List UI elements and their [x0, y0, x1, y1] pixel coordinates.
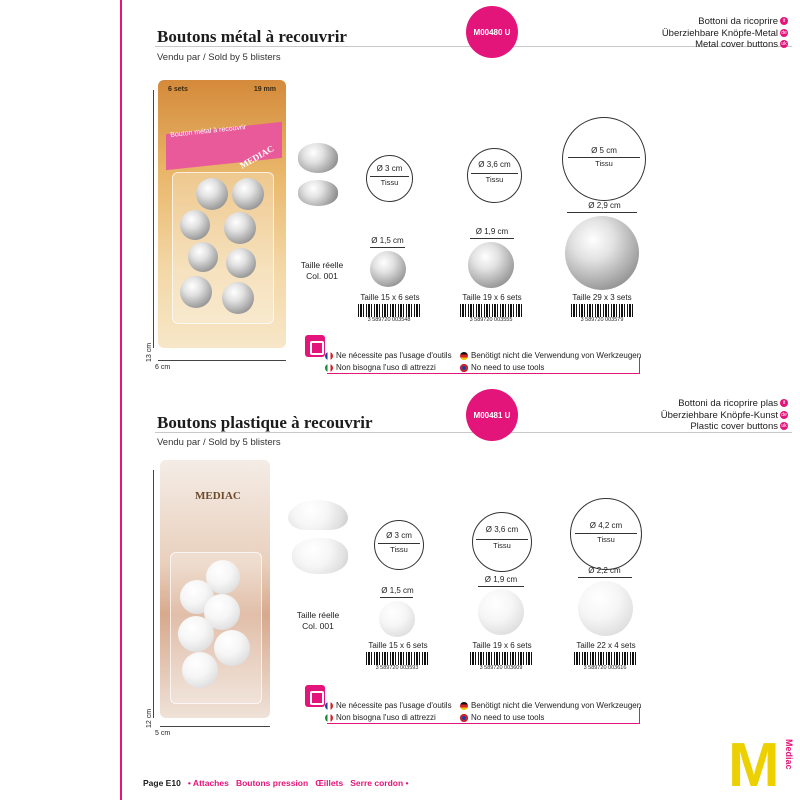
button-back-part [298, 180, 338, 206]
fabric-label: Tissu [597, 535, 615, 544]
barcode-number: 3 589720 003555 [469, 317, 513, 323]
pack-height-line [153, 90, 154, 348]
translation-en-plastic: Plastic cover buttons [690, 421, 778, 432]
ref-badge-metal [466, 6, 518, 58]
pack-button [224, 212, 256, 244]
pack-button [196, 178, 228, 210]
fr-flag-icon [325, 352, 333, 360]
ref-code-plastic: M00481 U [473, 410, 511, 420]
uk-flag-icon [460, 714, 468, 722]
no-tools-en [460, 363, 544, 372]
taille-label: Taille 29 x 3 sets [572, 293, 632, 302]
pack-button [232, 178, 264, 210]
fabric-diameter: Ø 4,2 cm [589, 521, 623, 530]
fabric-circle [366, 155, 413, 202]
button-diameter: Ø 2,2 cm [588, 566, 621, 575]
barcode-number: 3 589720 003548 [367, 317, 411, 323]
taille-label: Taille 15 x 6 sets [368, 641, 428, 650]
fabric-circle [472, 512, 532, 572]
fr-flag-icon [325, 702, 333, 710]
translation-de-metal: Überziehbare Knöpfe-Metal [661, 27, 778, 39]
pack-height-label: 12 cm [146, 708, 153, 728]
plastic-button-large [578, 581, 633, 636]
pack-button [222, 282, 254, 314]
footer-link-serre-cordon[interactable]: Serre cordon • [350, 778, 409, 788]
fabric-diameter-line [476, 539, 527, 540]
fabric-diameter-line [378, 543, 420, 544]
pack-width-line [158, 360, 286, 361]
pack-size-label: 19 mm [253, 86, 276, 93]
barcode-number: 3 589720 003609 [479, 665, 523, 671]
barcode [470, 652, 532, 665]
pack-plastic-button [182, 652, 218, 688]
button-diameter-line [567, 212, 637, 213]
metal-blister-pack [158, 80, 286, 348]
barcode [574, 652, 636, 665]
uk-flag-icon [460, 364, 468, 372]
translation-de-plastic: Überziehbare Knöpfe-Kunst [660, 409, 778, 421]
taille-label: Taille 19 x 6 sets [472, 641, 532, 650]
barcode-number: 3 589720 003593 [375, 665, 419, 671]
no-tools-it-text: Non bisogna l'uso di attrezzi [336, 713, 436, 722]
barcode [460, 304, 522, 317]
real-size-label: Taille réelle [300, 260, 344, 270]
button-diameter-line [470, 238, 514, 239]
button-diameter: Ø 2,9 cm [588, 201, 621, 210]
barcode [366, 652, 428, 665]
fabric-diameter-line [575, 533, 637, 534]
no-tools-fr [325, 351, 452, 360]
no-tools-fr-text: Ne nécessite pas l'usage d'outils [336, 701, 452, 710]
it-flag-icon: it [780, 17, 788, 25]
footer-link-attaches[interactable]: • Attaches [187, 778, 229, 788]
pack-button [226, 248, 256, 278]
no-tools-fr [325, 701, 452, 710]
no-tools-it [325, 713, 436, 722]
page-number: Page E10 [143, 778, 181, 788]
barcode [571, 304, 633, 317]
no-tools-de-text: Benötigt nicht die Verwendung von Werkzeugen [471, 701, 642, 710]
fabric-label: Tissu [493, 541, 511, 550]
barcode-number: 3 589720 003579 [580, 317, 624, 323]
fabric-label: Tissu [595, 159, 613, 168]
no-tools-icon [305, 335, 325, 357]
pack-height-line [153, 470, 154, 718]
fabric-diameter: Ø 3,6 cm [485, 525, 519, 534]
button-diameter-line [370, 247, 405, 248]
fabric-circle [374, 520, 424, 570]
real-size-color: Col. 001 [302, 621, 334, 631]
no-tools-en [460, 713, 544, 722]
no-tools-it [325, 363, 436, 372]
taille-label: Taille 19 x 6 sets [462, 293, 522, 302]
pack-plastic-button [178, 616, 214, 652]
ref-badge-plastic [466, 389, 518, 441]
button-diameter-line [478, 586, 524, 587]
pack-width-line [160, 726, 270, 727]
no-tools-en-text: No need to use tools [471, 363, 545, 372]
plastic-back-part [292, 538, 348, 574]
pack-height-label: 13 cm [146, 342, 153, 362]
real-size-metal [292, 260, 352, 282]
button-diameter: Ø 1,5 cm [381, 586, 414, 595]
metal-button-medium [468, 242, 514, 288]
fabric-diameter: Ø 3,6 cm [478, 160, 511, 169]
sold-by-plastic: Vendu par / Sold by 5 blisters [157, 437, 281, 448]
translation-it-plastic: Bottoni da ricoprire plas [678, 398, 778, 409]
real-size-color: Col. 001 [306, 271, 338, 281]
no-tools-icon [305, 685, 325, 707]
ref-code-metal: M00480 U [473, 27, 511, 37]
translation-en-metal: Metal cover buttons [695, 39, 778, 50]
button-diameter: Ø 1,9 cm [484, 575, 518, 584]
en-flag-icon: uk [781, 423, 787, 430]
mediac-logo [728, 731, 796, 800]
it-flag-icon: it [780, 399, 788, 407]
no-tools-box-metal [305, 343, 640, 371]
no-tools-de-text: Benötigt nicht die Verwendung von Werkzeugen [471, 351, 642, 360]
pack-brand: MEDIAC [195, 490, 241, 502]
logo-letter: M [728, 731, 780, 800]
plastic-button-medium [478, 589, 524, 635]
metal-button-large [565, 216, 639, 290]
pack-product-label: Bouton métal à recouvrir [170, 124, 247, 139]
pack-sets-label: 6 sets [168, 86, 188, 93]
barcode [358, 304, 420, 317]
no-tools-en-text: No need to use tools [471, 713, 545, 722]
no-tools-de [460, 701, 641, 710]
pack-button [180, 210, 210, 240]
metal-button-small [370, 251, 406, 287]
fabric-diameter-line [370, 176, 410, 177]
pack-button [188, 242, 218, 272]
no-tools-it-text: Non bisogna l'uso di attrezzi [336, 363, 436, 372]
plastic-shell-part [288, 500, 348, 530]
real-size-plastic [288, 610, 348, 632]
taille-label: Taille 22 x 4 sets [576, 641, 636, 650]
page-footer [143, 778, 409, 788]
fabric-diameter-line [568, 157, 640, 158]
button-diameter: Ø 1,9 cm [475, 227, 509, 236]
no-tools-de [460, 351, 641, 360]
pack-brand: MEDIAC [238, 143, 276, 171]
fabric-circle [562, 117, 646, 201]
de-flag-icon [460, 702, 468, 710]
fabric-circle [570, 498, 642, 570]
it-flag-icon [325, 364, 333, 372]
fabric-diameter: Ø 5 cm [591, 146, 617, 155]
fabric-circle [467, 148, 522, 203]
footer-link-oeillets[interactable]: Œillets [315, 778, 344, 788]
taille-label: Taille 15 x 6 sets [360, 293, 420, 302]
button-diameter-line [578, 577, 632, 578]
translations-metal [662, 16, 788, 51]
it-flag-icon [325, 714, 333, 722]
page-spine-line [120, 0, 122, 800]
footer-link-boutons-pression[interactable]: Boutons pression [235, 778, 309, 788]
real-size-label: Taille réelle [296, 610, 340, 620]
pack-plastic-button [214, 630, 250, 666]
translations-plastic [661, 398, 788, 433]
pack-width-label: 6 cm [155, 364, 171, 371]
sold-by-metal: Vendu par / Sold by 5 blisters [157, 52, 281, 63]
pack-button [180, 276, 212, 308]
de-flag-icon [460, 352, 468, 360]
en-flag-icon: uk [781, 41, 787, 48]
de-flag-icon: de [781, 411, 787, 418]
section-title-plastic: Boutons plastique à recouvrir [157, 413, 373, 432]
section-title-metal: Boutons métal à recouvrir [157, 27, 347, 46]
logo-text: Mediac [784, 739, 794, 770]
button-diameter: Ø 1,5 cm [371, 236, 404, 245]
button-shell-part [298, 143, 338, 173]
fabric-diameter: Ø 3 cm [386, 531, 412, 540]
translation-it-metal: Bottoni da ricoprire [698, 16, 778, 27]
button-diameter-line [380, 597, 413, 598]
de-flag-icon: de [781, 29, 787, 36]
fabric-label: Tissu [485, 175, 504, 184]
plastic-blister-pack [160, 460, 270, 718]
no-tools-fr-text: Ne nécessite pas l'usage d'outils [336, 351, 452, 360]
fabric-diameter: Ø 3 cm [376, 164, 403, 173]
fabric-label: Tissu [390, 545, 408, 554]
fabric-diameter-line [471, 173, 518, 174]
fabric-label: Tissu [380, 178, 399, 187]
pack-width-label: 5 cm [155, 730, 171, 737]
plastic-button-small [379, 601, 415, 637]
no-tools-box-plastic [305, 693, 640, 721]
barcode-number: 3 589720 003616 [583, 665, 627, 671]
